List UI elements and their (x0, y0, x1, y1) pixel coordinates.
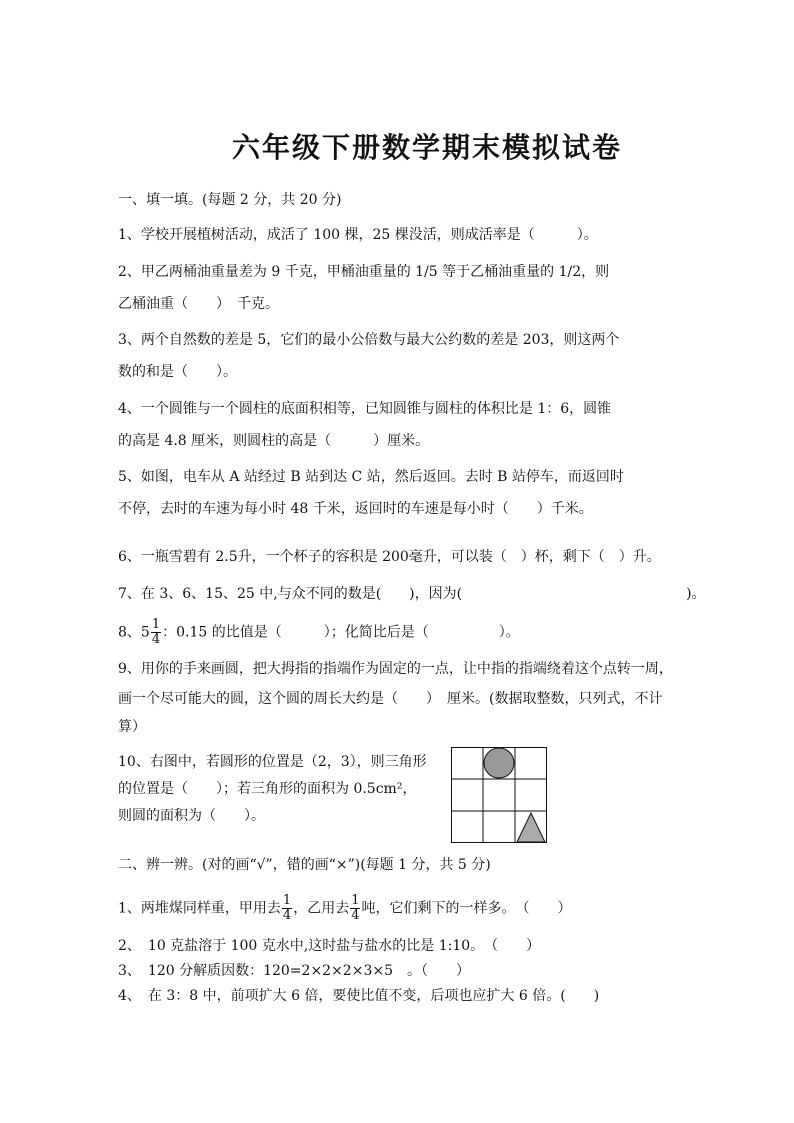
fraction-numerator: 1 (282, 893, 292, 908)
section1-heading: 一、填一填。(每题 2 分，共 20 分) (118, 192, 342, 208)
question-1-3-line2: 数的和是（ ）。 (118, 364, 237, 380)
question-2-1-part-b: ，乙用去 (293, 900, 350, 917)
question-2-3: 3、 120 分解质因数：120=2×2×2×3×5 。（ ） (118, 963, 470, 979)
question-1-8-suffix: ：0.15 的比值是（ ）；化简比后是（ ）。 (162, 624, 520, 641)
question-2-4: 4、 在 3：8 中，前项扩大 6 倍，要使比值不变，后项也应扩大 6 倍。( ) (118, 988, 600, 1004)
fraction-numerator: 1 (151, 617, 161, 632)
question-1-4-line2: 的高是 4.8 厘米，则圆柱的高是（ ）厘米。 (118, 433, 430, 449)
fraction-numerator: 1 (351, 893, 360, 908)
fraction-denominator: 4 (282, 908, 292, 923)
question-1-10-line2: 的位置是（ ）；若三角形的面积为 0.5cm²， (118, 781, 417, 797)
question-1-10-line1: 10、右图中，若圆形的位置是（2，3），则三角形 (118, 754, 427, 770)
fraction-denominator: 4 (151, 632, 161, 647)
question-2-1-part-a: 1、两堆煤同样重，甲用去 (118, 900, 281, 917)
question-1-8-prefix: 8、5 (118, 624, 150, 641)
position-grid-figure (451, 747, 547, 843)
question-1-4-line1: 4、一个圆锥与一个圆柱的底面积相等，已知圆锥与圆柱的体积比是 1：6，圆锥 (118, 401, 612, 417)
question-1-7: 7、在 3、6、15、25 中,与众不同的数是( )，因为( )。 (118, 586, 706, 602)
section2-heading: 二、辨一辨。(对的画“√”，错的画“×”)(每题 1 分，共 5 分) (118, 857, 491, 873)
question-1-2-line1: 2、甲乙两桶油重量差为 9 千克，甲桶油重量的 1/5 等于乙桶油重量的 1/2，则 (118, 264, 610, 280)
question-1-9-line2: 画一个尽可能大的圆，这个圆的周长大约是（ ） 厘米。(数据取整数，只列式，不计 (118, 691, 663, 707)
question-1-1: 1、学校开展植树活动，成活了 100 棵，25 棵没活，则成活率是（ ）。 (118, 227, 598, 243)
fraction (350, 894, 360, 923)
page-title: 六年级下册数学期末模拟试卷 (231, 131, 622, 164)
question-1-9-line3: 算） (118, 719, 146, 735)
question-2-1 (118, 894, 571, 923)
question-1-5-line1: 5、如图，电车从 A 站经过 B 站到达 C 站，然后返回。去时 B 站停车，而返回时 (118, 469, 624, 485)
fraction-denominator: 4 (351, 908, 360, 923)
question-1-6: 6、一瓶雪碧有 2.5升，一个杯子的容积是 200毫升，可以装（ ）杯，剩下（ ）升。 (118, 549, 661, 565)
question-1-8 (118, 618, 520, 647)
circle-shape (484, 748, 514, 778)
question-1-9-line1: 9、用你的手来画圆，把大拇指的指端作为固定的一点，让中指的指端绕着这个点转一周， (118, 661, 673, 677)
fraction (151, 618, 161, 647)
question-1-3-line1: 3、两个自然数的差是 5，它们的最小公倍数与最大公约数的差是 203，则这两个 (118, 332, 620, 348)
question-2-1-part-c: 吨，它们剩下的一样多。 （ ） (361, 900, 572, 917)
fraction (282, 894, 292, 923)
question-1-10-line3: 则圆的面积为（ ）。 (118, 808, 265, 824)
question-1-2-line2: 乙桶油重（ ） 千克。 (118, 296, 279, 312)
question-1-5-line2: 不停，去时的车速为每小时 48 千米，返回时的车速是每小时（ ）千米。 (118, 501, 593, 517)
question-2-2: 2、 10 克盐溶于 100 克水中,这时盐与盐水的比是 1:10。 （ ） (118, 938, 541, 954)
triangle-shape (517, 813, 545, 842)
